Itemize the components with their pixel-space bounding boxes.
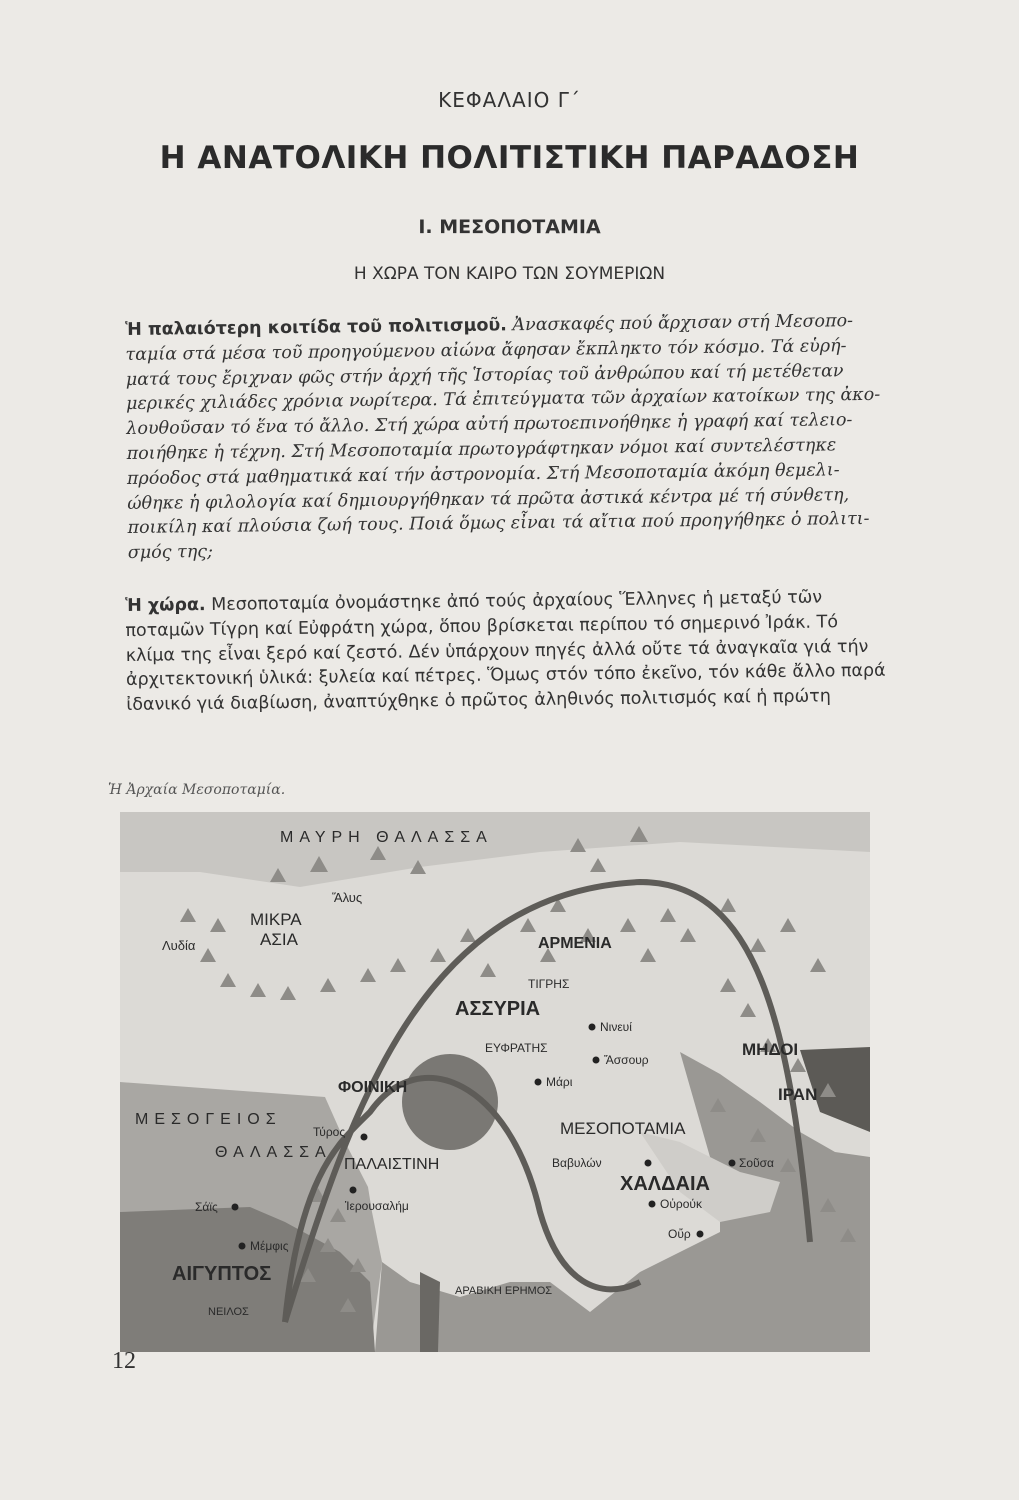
label-egypt: ΑΙΓΥΠΤΟΣ (172, 1263, 272, 1285)
paragraph-line: πρόοδος στά μαθηματικά καί τήν ἀστρονομία. Στή Μεσοποταμία ἀκόμη θεμελι- (126, 460, 840, 489)
label-lydia: Λυδία (162, 938, 196, 953)
label-asia-minor: ΑΣΙΑ (260, 930, 298, 949)
paragraph-line: ἀρχιτεκτονική ὑλικά: ξυλεία καί πέτρες. Ὅμως στόν τόπο ἐκεῖνο, τόν κάθε ἄλλο παρά (125, 661, 886, 691)
label-phoenicia: ΦΟΙΝΙΚΗ (338, 1079, 408, 1096)
label-jerusalem: Ἱερουσαλήμ (345, 1199, 409, 1213)
paragraph-land (125, 584, 936, 718)
label-black-sea: ΜΑΥΡΗ ΘΑΛΑΣΣΑ (280, 829, 493, 846)
label-uruk: Οὐρούκ (660, 1197, 702, 1211)
paragraph-line: Ἡ χώρα. Μεσοποταμία ὀνομάστηκε ἀπό τούς ἀρχαίους Ἕλληνες ἡ μεταξύ τῶν (125, 587, 823, 616)
label-iran: ΙΡΑΝ (778, 1085, 818, 1104)
page-number: 12 (112, 1348, 136, 1374)
label-nineveh: Νινευί (600, 1020, 632, 1034)
label-memphis: Μέμφις (250, 1239, 289, 1253)
paragraph-line: ποταμῶν Τίγρη καί Εὐφράτη χώρα, ὅπου βρίσκεται περίπου τό σημερινό Ἰράκ. Τό (125, 612, 839, 641)
paragraph-lead: Ἡ παλαιότερη κοιτίδα τοῦ πολιτισμοῦ. (125, 315, 508, 340)
label-mari: Μάρι (546, 1075, 573, 1089)
paragraph-lead: Ἡ χώρα. (125, 595, 206, 616)
city-marker (232, 1204, 239, 1211)
paragraph-line: ματά τους ἔριχναν φῶς στήν ἀρχή τῆς Ἱστορίας τοῦ ἀνθρώπου καί τή μετέθεταν (125, 360, 844, 390)
label-ur: Οὔρ (668, 1227, 691, 1241)
city-marker (350, 1187, 357, 1194)
paragraph-line: ώθηκε ἡ φιλολογία καί δημιουργήθηκαν τά πρῶτα ἀστικά κέντρα μέ τή σύνθετη, (127, 484, 850, 514)
city-marker (535, 1079, 542, 1086)
label-mediterranean: ΘΑΛΑΣΣΑ (215, 1144, 332, 1161)
paragraph-line: ταμία στά μέσα τοῦ προηγούμενου αἰώνα ἄφησαν ἔκπληκτο τόν κόσμο. Τά εὑρή- (125, 335, 847, 365)
label-nile: ΝΕΙΛΟΣ (208, 1306, 249, 1318)
label-mesopotamia: ΜΕΣΟΠΟΤΑΜΙΑ (560, 1119, 686, 1138)
label-arabian-desert: ΑΡΑΒΙΚΗ ΕΡΗΜΟΣ (455, 1285, 553, 1297)
label-euphrates: ΕΥΦΡΑΤΗΣ (485, 1041, 548, 1055)
section-title: Ι. ΜΕΣΟΠΟΤΑΜΙΑ (418, 216, 601, 238)
label-armenia: ΑΡΜΕΝΙΑ (538, 935, 612, 952)
map-caption: Ἡ Ἀρχαία Μεσοποταμία. (108, 782, 286, 798)
paragraph-line: μερικές χιλιάδες χρόνια νωρίτερα. Τά ἐπιτεύγματα τῶν ἀρχαίων κατοίκων της ἀκο- (125, 385, 881, 415)
paragraph-origins (125, 308, 938, 566)
label-halys: Ἅλυς (332, 890, 363, 905)
city-marker (589, 1024, 596, 1031)
city-marker (649, 1201, 656, 1208)
city-marker (729, 1160, 736, 1167)
label-chaldea: ΧΑΛΔΑΙΑ (620, 1173, 710, 1195)
label-babylon: Βαβυλών (552, 1156, 602, 1170)
paragraph-line: ποιήθηκε ἡ τέχνη. Στή Μεσοποταμία πρωτογράφτηκαν νόμοι καί συντελέστηκε (126, 435, 837, 464)
nile-river-shape (420, 1272, 440, 1352)
city-marker (239, 1243, 246, 1250)
label-susa: Σοῦσα (739, 1156, 774, 1170)
paragraph-line: Ἡ παλαιότερη κοιτίδα τοῦ πολιτισμοῦ. Ἀνασκαφές πού ἄρχισαν στή Μεσοπο- (125, 311, 854, 340)
chapter-heading: ΚΕΦΑΛΑΙΟ Γ΄ (438, 88, 581, 112)
paragraph-line: λουθοῦσαν τό ἕνα τό ἄλλο. Στή χώρα αὐτή πρωτοεπινοήθηκε ἡ γραφή καί τελειο- (126, 410, 853, 440)
paragraph-line: σμός της; (127, 542, 214, 564)
label-asia-minor: ΜΙΚΡΑ (250, 910, 302, 929)
paragraph-line: ἰδανικό γιά διαβίωση, ἀναπτύχθηκε ὁ πρῶτος ἀληθινός πολιτισμός καί ἡ πρώτη (126, 686, 831, 716)
paragraph-line: ποικίλη καί πλούσια ζωή τους. Ποιά ὅμως εἶναι τά αἴτια πού προηγήθηκε ὁ πολιτι- (127, 509, 870, 539)
page-title: Η ΑΝΑΤΟΛΙΚΗ ΠΟΛΙΤΙΣΤΙΚΗ ΠΑΡΑΔΟΣΗ (159, 140, 860, 176)
label-sais: Σάϊς (195, 1200, 218, 1214)
label-palestine: ΠΑΛΑΙΣΤΙΝΗ (344, 1156, 440, 1173)
label-mediterranean: ΜΕΣΟΓΕΙΟΣ (135, 1111, 282, 1128)
city-marker (645, 1160, 652, 1167)
label-medes: ΜΗΔΟΙ (742, 1040, 799, 1059)
city-marker (697, 1231, 704, 1238)
label-assyria: ΑΣΣΥΡΙΑ (455, 998, 541, 1020)
label-tigris: ΤΙΓΡΗΣ (528, 977, 570, 991)
section-subtitle: Η ΧΩΡΑ ΤΟΝ ΚΑΙΡΟ ΤΩΝ ΣΟΥΜΕΡΙΩΝ (353, 264, 666, 284)
city-marker (361, 1134, 368, 1141)
city-marker (593, 1057, 600, 1064)
paragraph-line: κλίμα της εἶναι ξερό καί ζεστό. Δέν ὑπάρχουν πηγές ἀλλά οὔτε τά ἀναγκαῖα γιά τήν (125, 636, 869, 666)
map-ancient-mesopotamia (120, 812, 870, 1352)
label-assur: Ἄσσουρ (604, 1053, 649, 1067)
label-tyre: Τύρος (313, 1125, 346, 1139)
